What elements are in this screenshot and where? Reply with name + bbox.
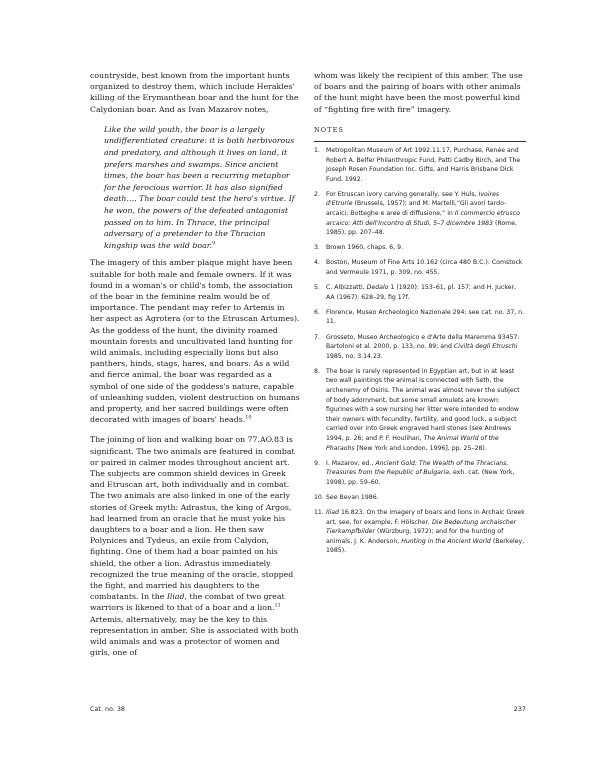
note-number: 10.: [314, 493, 324, 501]
body-paragraph: whom was likely the recipient of this amber. The use of boars and the pairing of boars with other animals of the hunt might have been the most powerful kind of “fighting fire with fire” imagery.: [314, 71, 523, 114]
note-item: [314, 190, 526, 238]
notes-list: [314, 146, 526, 556]
body-paragraph: [90, 257, 300, 425]
note-text: Metropolitan Museum of Art 1992.11.17, Purchase, Renée and Robert A. Belfer Philanthropic Fund, Patti Cadby Birch, and The Joseph Rosen Foundation Inc. Gifts, and Harris Brisbane Dick Fund, 1992.: [326, 147, 521, 183]
note-text: The boar is rarely represented in Egyptian art, but in at least two wall paintings the animal is connected with Seth, the archenemy of Osiris. The animal was almost never the subject of body adornment, but some small amulets are known: figurines with a sow nursing her litter were intended to endow their owners with fecundity, fertility, and good luck, a subject carried over into Greek engraved hard stones (see Andrews 1994, p. 26; and P. F. Houlihan,: [326, 367, 520, 442]
paragraph-text: Artemis, alternatively, may be the key to this representation in amber. She is associated with both wild animals and was a protector of women and girls, one of: [90, 614, 299, 658]
note-text: 16.823. On the imagery of boars and lions in Archaic Greek art, see, for example, F. Hölscher,: [326, 509, 525, 526]
note-item: [314, 508, 526, 556]
note-text: See Bevan 1986.: [326, 493, 379, 501]
body-paragraph: countryside, best known from the important hunts organized to destroy them, which include Herakles' killing of the Erymanthean boar and the hunt for the Calydonian boar. And as Ivan Mazarov notes,: [90, 71, 299, 114]
italic-title: Ancient Gold: The Wealth of the Thracians, Treasures from the Republic of Bulgaria: [326, 459, 509, 477]
italic-title: Civiltà degli Etruschi: [453, 343, 518, 351]
note-text: [New York and London, 1996], pp. 25–28).: [354, 444, 487, 452]
note-text: Florence, Museo Archeologico Nazionale 294: see cat. no. 37, n. 11.: [326, 308, 525, 326]
paragraph-text: The joining of lion and walking boar on 77.AO.83 is significant. The two animals are featured in combat or paired in calmer modes throughout ancient art. The subjects are common shield devices in Greek and Etruscan art, both individually and in combat. The two animals are also linked in one of the early stories of Greek myth: Adrastus, the king of Argos, had learned from an oracle that he must yoke his daughters to a boar and a lion. He then saw Polynices and Tydeus, an exile from Calydon, fighting. One of them had a boar painted on his shield, the other a lion. Adrastus immediately recognized the true meaning of the oracle, stopped the fight, and married his daughters to the combatants. In the: [90, 435, 295, 602]
note-text: 1 (1920): 153–61, pl. 157; and H. Jucker, AA (1967): 628–29, fig 17f.: [326, 284, 517, 301]
body-paragraph: [90, 434, 300, 658]
note-number: 6.: [314, 308, 320, 316]
note-number: 7.: [314, 333, 320, 341]
note-text: (Berkeley, 1985).: [326, 537, 525, 555]
quote-text: Like the wild youth, the boar is a largely undifferentiated creature: it is both herbivorous and predatory, and although it lives on land, it prefers marshes and swamps. Since ancient times, the boar has been a recurring metaphor for the ferocious warrior. It has also signified death…. The boar could test the hero's virtue. If he won, the powers of the defeated antagonist passed on to him. In Thrace, the principal adversary of a pretender to the Thracian kingship was the wild boar.: [104, 124, 295, 250]
note-number: 5.: [314, 284, 320, 292]
note-item: [314, 459, 526, 488]
note-text: Boston, Museum of Fine Arts 10.162 (circa 480 B.C.): Comstock and Vermeule 1971, p. 309, no. 455.: [326, 259, 523, 277]
note-item: [314, 367, 526, 453]
catalog-label: Cat. no. 38: [90, 705, 125, 713]
note-number: 4.: [314, 259, 320, 267]
note-text: 1985, no. 3.14.23.: [326, 352, 383, 360]
note-text: Brown 1960, chaps. 6, 9.: [326, 244, 404, 252]
paragraph-text: The imagery of this amber plaque might have been suitable for both male and female owners. If it was found in a woman's or child's tomb, the association of the boar in the feminine realm would be of importance. The pendant may refer to Artemis in her aspect as Agrotera (or to the Etruscan Artumes). As the goddess of the hunt, the divinity roamed mountain forests and uncultivated land hunting for wild animals, including especially lions but also panthers, hinds, stags, hares, and boars. As a wild and fierce animal, the boar was regarded as a symbol of one side of the goddess's nature, capable of unleashing sudden, violent destruction on humans and property, and her sacred buildings were often decorated with images of boars' heads.: [90, 258, 300, 425]
note-text: , exh. cat. (New York, 1998), pp. 59–60.: [326, 469, 515, 486]
note-number: 8.: [314, 367, 320, 375]
note-text: (Brussels, 1957); and M. Martelli,“Gli avori tardo-arcaici: Botteghe e aree di diffusione,” in: [326, 200, 507, 218]
note-number: 11.: [314, 509, 324, 517]
right-column: [314, 70, 526, 561]
italic-title: Ivoires d'Etrurie: [326, 190, 500, 208]
note-text: Grosseto, Museo Archeologico e d'Arte della Maremma 93457: Bartoloni et al. 2000, p. 133, no. 89; and: [326, 333, 520, 351]
note-item: [314, 493, 526, 503]
footnote-ref[interactable]: 10: [245, 414, 252, 421]
italic-title: Iliad: [166, 592, 185, 602]
block-quote: [104, 124, 300, 252]
note-number: 2.: [314, 190, 320, 198]
note-item: [314, 243, 526, 253]
page-number: 237: [513, 705, 526, 713]
italic-title: Dedalo: [366, 284, 389, 292]
note-text: (Würzburg, 1972); and for the hunting of animals, J. K. Anderson,: [326, 528, 504, 545]
note-number: 3.: [314, 244, 320, 252]
paragraph-text: , the combat of two great warriors is likened to that of a boar and a lion.: [90, 592, 285, 613]
note-number: 9.: [314, 459, 320, 467]
note-item: [314, 258, 526, 277]
footnote-ref[interactable]: 9: [212, 240, 216, 247]
italic-title: Hunting in the Ancient World: [401, 537, 491, 545]
note-item: [314, 283, 526, 302]
note-item: [314, 146, 526, 184]
note-item: [314, 308, 526, 327]
italic-title: Iliad: [326, 509, 339, 517]
notes-heading: NOTES: [314, 125, 526, 142]
italic-title: Die Bedeutung archaischer Tierkampfbilder: [326, 518, 517, 536]
italic-title: The Animal World of the Pharaohs: [326, 434, 499, 452]
note-text: For Etruscan ivory carving generally, see Y. Huls,: [326, 190, 479, 198]
note-item: [314, 333, 526, 362]
note-text: I. Mazarov, ed.,: [326, 459, 376, 467]
note-text: C. Albizzatti,: [326, 284, 367, 292]
left-column: [90, 70, 300, 667]
footnote-ref[interactable]: 11: [274, 602, 281, 609]
italic-title: Il commercio etrusco arcaico: Atti dell'Incontro di Studi, 5–7 dicembre 1983: [326, 210, 520, 227]
note-number: 1.: [314, 147, 320, 155]
note-text: (Rome, 1985), pp. 207–48.: [326, 219, 517, 237]
